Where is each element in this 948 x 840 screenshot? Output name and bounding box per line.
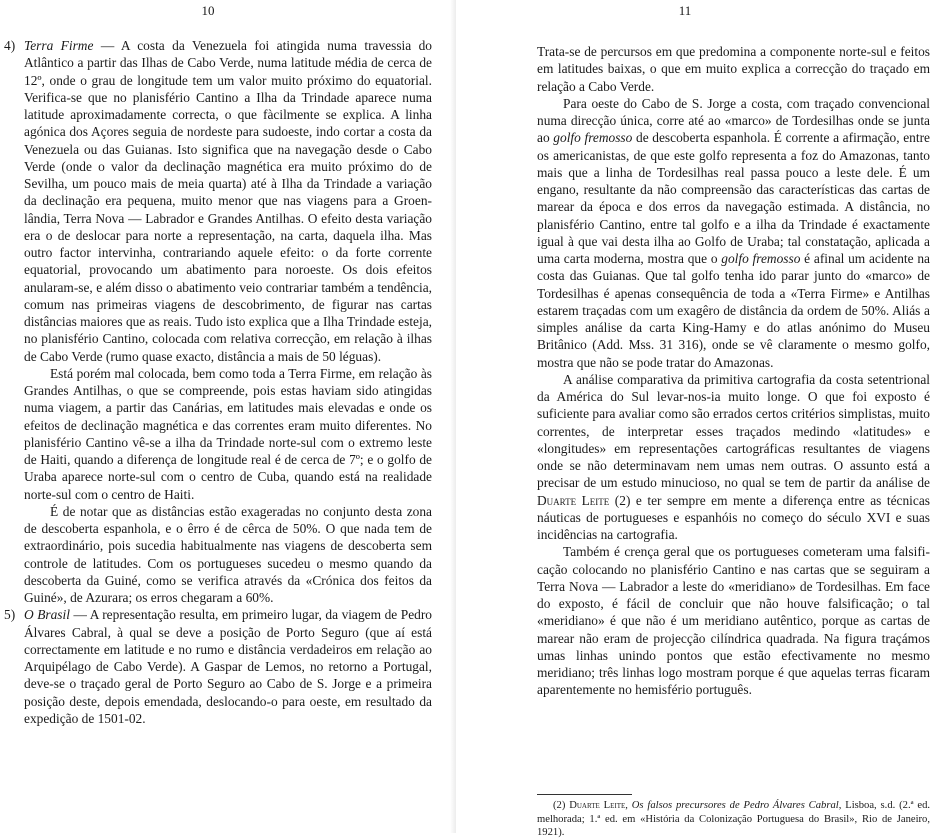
item-number: 4) bbox=[4, 38, 16, 53]
paragraph bbox=[537, 95, 930, 371]
footnote-citation: , Lisboa, s.d. (2.ª ed. melhorada; 1.ª ed. em «História da Colonização Portuguesa do Brasil», Rio de Janeiro, 1921). bbox=[537, 800, 931, 838]
punctuation: , bbox=[625, 800, 632, 811]
page-number: 10 bbox=[201, 3, 215, 18]
author-name: Duarte Leite bbox=[537, 492, 610, 508]
paragraph-text: A representação resulta, em primeiro lugar, da viagem de Pedro Álvares Cabral, à qual se deve a posição de Porto Seguro (que aí está correctamente em latitude e no rumo e distância verdadeiros em relação ao Arquipélago de Cabo Verde). A Gaspar de Lemos, no retorno a Portugal, deve-se o traçado geral de Porto Seguro ao Cabo de S. Jorge e a primeira posição deste, depois emendada, deslocando-o para oeste, em resultado da expedição de 1501-02. bbox=[24, 607, 432, 726]
right-body-text bbox=[537, 43, 930, 699]
item-number: 5) bbox=[4, 607, 16, 623]
paragraph bbox=[24, 37, 432, 365]
paragraph: Também é crença geral que os portugueses cometeram uma falsificação colocando no planisfério Cantino e nas cartas que se seguiram a Terra Nova — Labrador a leste do «meridiano» de Tordesilhas. Em face do exposto, é fácil de concluir que não houve falsificação; o tal «meridiano» é que não é um meridiano autêntico, porque as cartas de marear não eram de projecção cilíndrica quadrada. Na figura traçámos umas linhas unindo pontos que estão efectivamente no mesmo meridiano; três linhas logo mostram porque é que aquelas terras ficaram aparentemente no hemisfério português. bbox=[537, 544, 930, 698]
footnote-rule bbox=[537, 794, 632, 795]
page-number: 11 bbox=[678, 3, 692, 18]
footnote-marker: (2) bbox=[553, 800, 570, 811]
heading-dash: — bbox=[93, 38, 121, 53]
author-name: Duarte Leite bbox=[569, 800, 626, 811]
paragraph bbox=[24, 606, 432, 727]
list-item-o-brasil bbox=[4, 606, 432, 727]
book-title: Os falsos precursores de Pedro Álvares Cabral bbox=[631, 800, 839, 811]
paragraph-text: é afinal um acidente na costa das Guianas. Que tal golfo tenha ido parar junto do «marco» de Tordesilhas é apenas consequência de toda a «Terra Firme» e Antilhas estarem traçadas com um exagêro de distância da ordem de 50%. Aliás a simples análise da carta King-Hamy e do atlas anónimo do Museu Britânico (Add. Mss. 31 316), onde se vê claramente o mesmo golfo, mostra que não se pode tratar do Amazonas. bbox=[537, 251, 930, 370]
paragraph-text: (2) e ter sempre em mente a diferença entre as técnicas náuticas de portugueses e espanhóis no começo do século XVI e suas incidências na cartografia. bbox=[537, 492, 930, 542]
left-page bbox=[0, 0, 456, 833]
paragraph-text: de descoberta espanhola. É corrente a afirmação, entre os americanistas, de que este golfo representa a foz do Amazonas, tanto mais que a linha de Tordesilhas real passa pouco a leste dele. É um engano, resultante da não compreensão das características das cartas de marear da época e dos erros da navegação estimada. A distância, no planisfério Cantino, entre tal golfo e a ilha da Trindade é exactamente igual à que vai desta ilha ao Golfo de Uraba; tal constatação, aplicada a uma carta moderna, mostra que o bbox=[537, 130, 930, 266]
paragraph-text: A análise comparativa da primitiva cartografia da costa setentrional da América do Sul levar-nos-ia muito longe. O que foi exposto é suficiente para avaliar como são errados certos critérios simplistas, muito correntes, de interpretar esses traçados medindo «latitudes» e «longitudes» em representações cartográficas resultantes de viagens onde se não determinavam nem umas nem outras. O assunto está a precisar de um estudo minucioso, no qual se tem de partir da análise de bbox=[537, 371, 930, 491]
italic-term: golfo fremosso bbox=[553, 130, 633, 146]
paragraph bbox=[537, 371, 930, 544]
paragraph: Está porém mal colocada, bem como toda a Terra Firme, em relação às Grandes Antilhas, o que se compreende, pois estas haviam sido atingidas numa viagem, a partir das Canárias, em latitudes mais elevadas e onde os efeitos de declinação magnética e das correntes eram muito diferentes. No planisfério Cantino vê-se a ilha da Trindade norte-sul com o extremo leste de Haiti, quando a diferença de longitude real é de cerca de 7º; e o golfo de Uraba aparece norte-sul com o centro de Cuba, quando está na realidade norte-sul com o centro de Haiti. bbox=[24, 365, 432, 502]
footnote-text bbox=[537, 799, 930, 840]
item-heading: O Brasil bbox=[24, 607, 70, 623]
item-heading: Terra Firme bbox=[24, 38, 94, 53]
heading-dash: — bbox=[69, 607, 90, 623]
right-page bbox=[456, 0, 948, 838]
paragraph: Trata-se de percursos em que predomina a componente norte-sul e feitos em latitudes baixas, o que em muito explica a correcção do traçado em relação a Cabo Verde. bbox=[537, 44, 930, 94]
list-item-terra-firme bbox=[4, 37, 432, 606]
paragraph-text: Para oeste do Cabo de S. Jorge a costa, com traçado convencional numa direcção única, corre até ao «marco» de Tordesilhas onde se junta ao bbox=[537, 95, 930, 146]
paragraph: É de notar que as distâncias estão exageradas no conjunto desta zona de descoberta espanhola, e o êrro é de cêrca de 50%. O que nada tem de extraordinário, pois sucedia habitualmente nas viagens de descoberta sem controle de latitudes. Com os portugueses sucedeu o mesmo quando da descoberta da Guiné, como se verifica através da «Crónica dos feitos da Guiné», de Azurara; os erros chegaram a 60%. bbox=[24, 503, 432, 605]
left-body-text bbox=[4, 37, 432, 727]
paragraph-text: A costa da Venezuela foi atingida numa travessia do Atlântico a partir das Ilhas de Cabo Verde, numa latitude média de cerca de 12º, onde o grau de longitude tem um valor muito próximo do equatorial. Verifica-se que no planisfério Cantino a Ilha da Trindade aparece numa latitude aproximadamente correcta, o que fàcilmente se explica. A linha agónica dos Açores seguia de nordeste para sudoeste, indo cortar a costa da Venezuela ou das Guianas. Isto significa que na navegação desde o Cabo Verde (onde o valor da declinação magnética era muito próximo do de Sevilha, um pouco mais de meia quarta) até à Ilha da Trindade a variação da declinação era pequena, muito menor que nas viagens para a Groenlândia, Terra Nova — Labrador e Grandes Antilhas. O efeito desta variação era o de deslocar para norte a representação, na carta, daquela ilha. Mas outro factor intervinha, contrariando aquele efeito: o da forte corrente equatorial, provocando um abatimento para noroeste. Os dois efeitos anularam-se, e além disso o abatimento veio contrariar também a tendência, comum nas primeiras viagens de descobrimento, de figurar nas cartas distâncias maiores que as reais. Tudo isto explica que a Ilha Trindade esteja, no planisfério Cantino, colocada com relativa correcção, em relação à ilhas de Cabo Verde (rumo quase exacto, distância a mais de 50 léguas). bbox=[24, 38, 432, 364]
italic-term: golfo fremosso bbox=[721, 251, 801, 266]
footnote bbox=[537, 799, 930, 840]
